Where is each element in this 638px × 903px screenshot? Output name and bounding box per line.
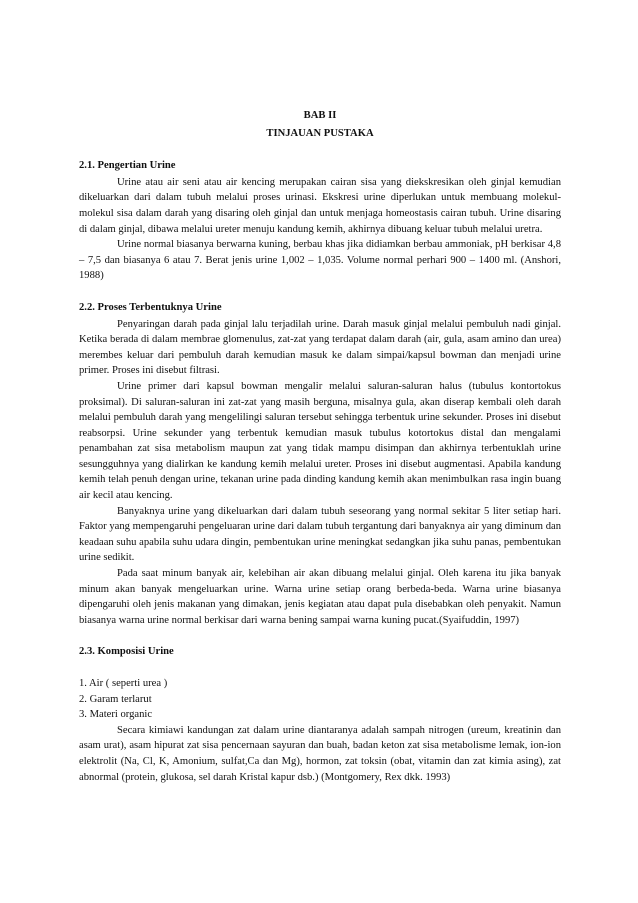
paragraph: Urine primer dari kapsul bowman mengalir melalui saluran-saluran halus (tubulus kontortokus proksimal). Di saluran-saluran ini zat-zat yang masih berguna, misalnya gula, akan diserap kembali oleh darah melalui pembuluh darah yang mengelilingi saluran tersebut sehingga terbentuk urine sekunder. Proses ini disebut reabsorpsi. Urine sekunder yang terbentuk kemudian masuk tubulus kotortokus distal dan mengalami penambahan zat sisa metabolism maupun zat yang tidak mampu disimpan dan akhirnya terbentuklah urine sesungguhnya yang dialirkan ke kandung kemih melalui ureter. Proses ini disebut augmentasi. Apabila kandung kemih telah penuh dengan urine, tekanan urine pada dinding kandung kemih akan menimbulkan rasa ingin buang air kecil atau kencing. (79, 380, 561, 502)
paragraph: Pada saat minum banyak air, kelebihan air akan dibuang melalui ginjal. Oleh karena itu jika banyak minum akan banyak mengeluarkan urine. Warna urine setiap orang berbeda-beda. Warna urine biasanya dipengaruhi oleh jenis makanan yang dimakan, jenis kegiatan atau dapat pula disebabkan oleh penyakit. Namun biasanya warna urine normal berkisar dari warna bening sampai warna kuning pucat.(Syaifuddin, 1997) (79, 568, 561, 626)
chapter-title: TINJAUAN PUSTAKA (266, 127, 374, 139)
paragraph: Secara kimiawi kandungan zat dalam urine diantaranya adalah sampah nitrogen (ureum, kreatinin dan asam urat), asam hipurat zat sisa pencernaan sayuran dan buah, badan keton zat sisa metabolisme lemak, ion-ion elektrolit (Na, Cl, K, Amonium, sulfat,Ca dan Mg), hormon, zat toksin (obat, vitamin dan zat kimia asing), zat abnormal (protein, glukosa, sel darah Kristal kapur dsb.) (Montgomery, Rex dkk. 1993) (79, 724, 561, 783)
paragraph: Penyaringan darah pada ginjal lalu terjadilah urine. Darah masuk ginjal melalui pembuluh nadi ginjal. Ketika berada di dalam membrae glomenulus, zat-zat yang terdapat dalam darah (air, gula, asam amino dan urea) merembes keluar dari pembuluh darah kemudian masuk ke dalam simpai/kapsul bowman dan menjadi urine primer. Proses ini disebut filtrasi. (79, 318, 561, 377)
section-heading: 2.2. Proses Terbentuknya Urine (79, 301, 222, 313)
section-proses-terbentuknya-urine (79, 300, 561, 628)
section-pengertian-urine (79, 158, 561, 284)
chapter-number: BAB II (303, 110, 337, 121)
section-heading: 2.3. Komposisi Urine (79, 646, 174, 658)
list-item: 1. Air ( seperti urea ) (79, 678, 168, 689)
paragraph: Urine atau air seni atau air kencing merupakan cairan sisa yang diekskresikan oleh ginjal kemudian dikeluarkan dari dalam tubuh melalui proses urinasi. Ekskresi urine diperlukan untuk membuang molekul-molekul sisa dalam darah yang disaring oleh ginjal dan untuk menjaga homeostasis cairan tubuh. Urine disaring di dalam ginjal, dibawa melalui ureter menuju kandung kemih, akhirnya dibuang keluar tubuh melalui uretra. (79, 176, 561, 235)
paragraph: Urine normal biasanya berwarna kuning, berbau khas jika didiamkan berbau ammoniak, pH berkisar 4,8 – 7,5 dan biasanya 6 atau 7. Berat jenis urine 1,002 – 1,035. Volume normal perhari 900 – 1400 ml. (Anshori, 1988) (79, 239, 561, 282)
list-item: 3. Materi organic (79, 709, 153, 721)
section-heading: 2.1. Pengertian Urine (79, 160, 176, 172)
list-item: 2. Garam terlarut (79, 693, 152, 705)
composition-list (79, 676, 561, 723)
paragraph: Banyaknya urine yang dikeluarkan dari dalam tubuh seseorang yang normal sekitar 5 liter setiap hari. Faktor yang mempengaruhi pengeluaran urine dari dalam tubuh tergantung dari banyaknya air yang diminum dan keadaan suhu apabila suhu udara dingin, pembentukan urine meningkat sedangkan jika suhu panas, pembentukan urine sedikit. (79, 505, 561, 564)
section-komposisi-urine (79, 644, 561, 785)
